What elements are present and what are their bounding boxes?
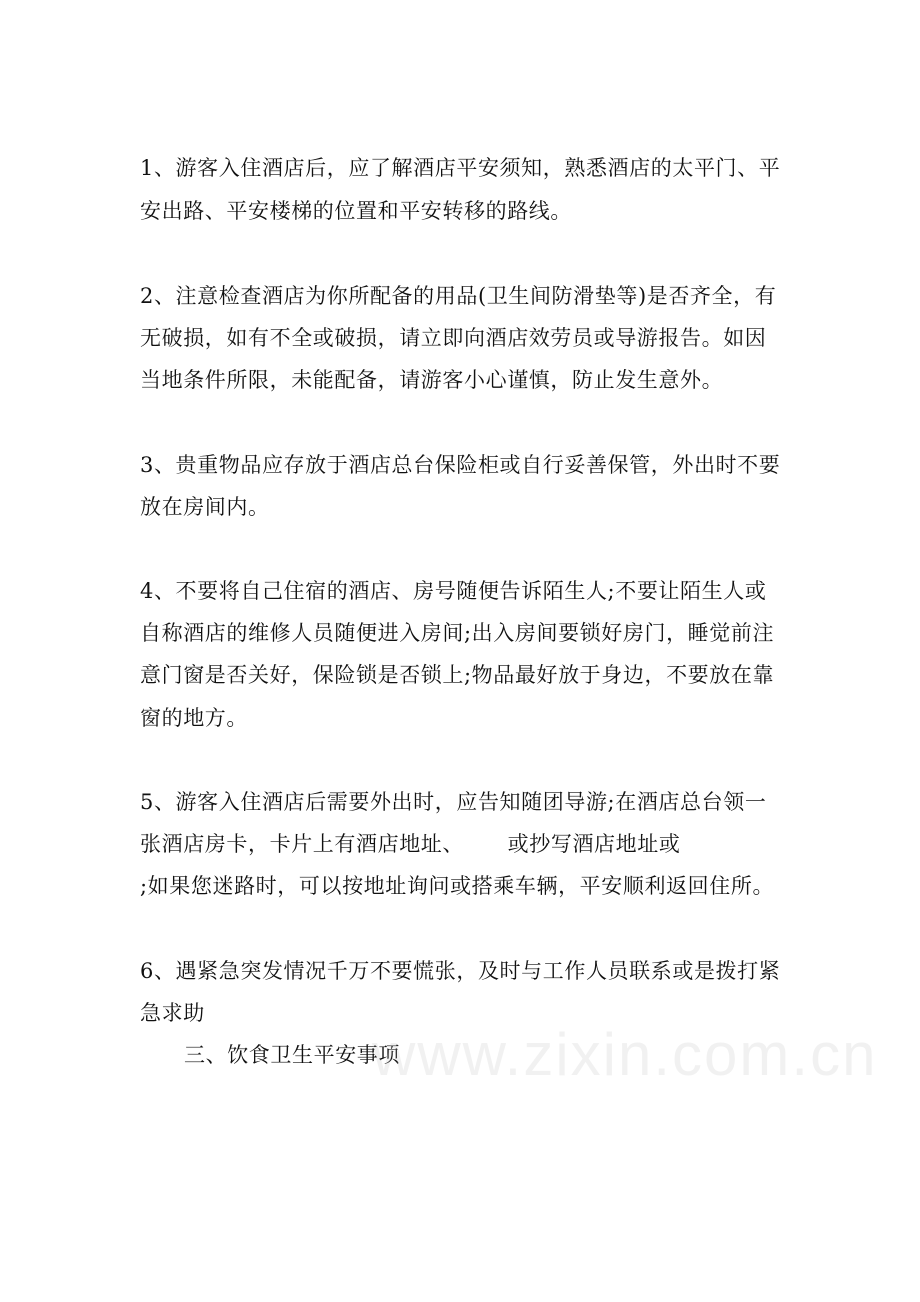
paragraph-4-line-4: 窗的地方。 (140, 706, 248, 730)
paragraph-5-line-1: 5、游客入住酒店后需要外出时，应告知随团导游;在酒店总台领一 (140, 790, 767, 814)
paragraph-3-line-2: 放在房间内。 (140, 495, 270, 519)
paragraph-2-line-1: 2、注意检查酒店为你所配备的用品(卫生间防滑垫等)是否齐全，有 (140, 284, 777, 308)
paragraph-2-line-3: 当地条件所限，未能配备，请游客小心谨慎，防止发生意外。 (140, 368, 724, 392)
paragraph-4-line-2: 自称酒店的维修人员随便进入房间;出入房间要锁好房门，睡觉前注 (140, 621, 775, 645)
paragraph-6-line-2: 急求助 (140, 1001, 205, 1025)
paragraph-1-line-1: 1、游客入住酒店后，应了解酒店平安须知，熟悉酒店的太平门、平 (140, 156, 781, 180)
paragraph-5-line-3: ;如果您迷路时，可以按地址询问或搭乘车辆，平安顺利返回住所。 (140, 874, 775, 898)
paragraph-1-line-2: 安出路、平安楼梯的位置和平安转移的路线。 (140, 199, 572, 223)
watermark: www.zixin.com.cn (372, 1021, 878, 1088)
paragraph-5-line-2: 张酒店房卡，卡片上有酒店地址、 或抄写酒店地址或 (140, 832, 681, 856)
paragraph-2-line-2: 无破损，如有不全或破损，请立即向酒店效劳员或导游报告。如因 (140, 326, 767, 350)
paragraph-3-line-1: 3、贵重物品应存放于酒店总台保险柜或自行妥善保管，外出时不要 (140, 453, 781, 477)
paragraph-4-line-3: 意门窗是否关好，保险锁是否锁上;物品最好放于身边，不要放在靠 (140, 663, 775, 687)
section-heading: 三、饮食卫生平安事项 (184, 1043, 400, 1067)
paragraph-6-line-1: 6、遇紧急突发情况千万不要慌张，及时与工作人员联系或是拨打紧 (140, 959, 781, 983)
paragraph-4-line-1: 4、不要将自己住宿的酒店、房号随便告诉陌生人;不要让陌生人或 (140, 579, 767, 603)
